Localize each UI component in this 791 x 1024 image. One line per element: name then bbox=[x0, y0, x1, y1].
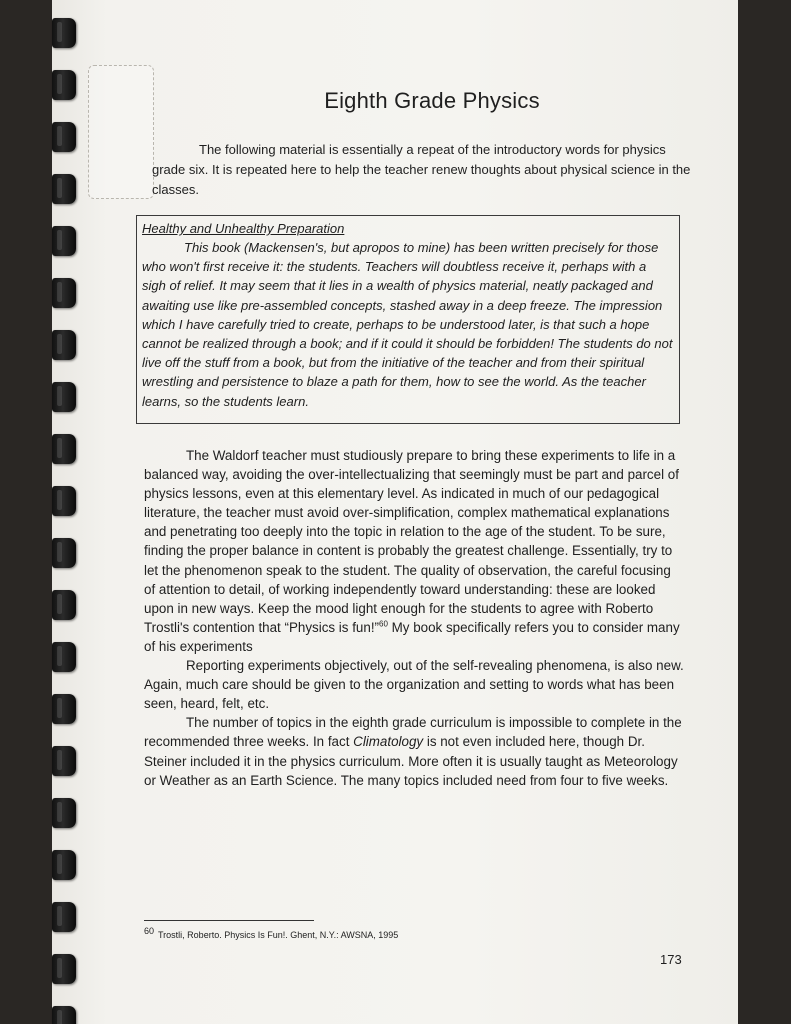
paragraph-1-text: The Waldorf teacher must studiously prepare to bring these experiments to life in a balanced way, avoiding the over-intellectualizing that seemingly must be part and parcel of physics lessons, even at this elementary level. As indicated in much of our pedagogical literature, the teacher must avoid over-simplification, complex mathematical explanations and penetrating too deeply into the topic in relation to the age of the student. To be sure, finding the proper balance in content is probably the greatest challenge. Essentially, try to let the phenomenon speak to the student. The quality of observation, the careful focusing of attention to detail, of working independently toward understanding: these are looked upon in new ways. Keep the mood light enough for the students to agree with Roberto Trostli's contention that “Physics is fun!” bbox=[144, 448, 679, 635]
page-number: 173 bbox=[660, 952, 682, 967]
binding-coil bbox=[52, 382, 76, 412]
binding-coil bbox=[52, 122, 76, 152]
binding-coil bbox=[52, 746, 76, 776]
paragraph-3-text: The number of topics in the eighth grade curriculum is impossible to complete in the recommended three weeks. In fact bbox=[144, 715, 682, 750]
paragraph-3-italic: Climatology bbox=[353, 734, 424, 750]
binding-coil bbox=[52, 18, 76, 48]
quote-box bbox=[136, 215, 680, 424]
paragraph-1-tail: My book specifically refers you to consider many of his experiments bbox=[144, 619, 680, 654]
footnote-number: 60 bbox=[144, 926, 155, 936]
binding-coil bbox=[52, 434, 76, 464]
page-title: Eighth Grade Physics bbox=[324, 88, 540, 113]
spiral-binding bbox=[0, 0, 80, 1024]
binding-coil bbox=[52, 850, 76, 880]
binding-coil bbox=[52, 278, 76, 308]
main-text bbox=[144, 446, 684, 790]
footnote bbox=[144, 926, 399, 940]
paragraph-2-text: Reporting experiments objectively, out of the self-revealing phenomena, is also new. Again, much care should be given to the organization and setting to words what has been seen, heard, felt, etc. bbox=[144, 658, 684, 712]
box-text: This book (Mackensen's, but apropos to mine) has been written precisely for those who won't first receive it: the students. Teachers will doubtless receive it, perhaps with a sigh of relief. It may seem that it lies in a wealth of physics material, neatly packaged and awaiting use like pre-assembled concepts, stashed away in a deep freeze. The impression which I have carefully tried to create, perhaps to be understood later, is that such a hope cannot be realized through a book; and if it could it should be forbidden! The students do not live off the stuff from a book, but from the initiative of the teacher and from their spiritual wrestling and persistence to blaze a path for them, how to see the world. As the teacher learns, so the students learn. bbox=[142, 240, 673, 409]
paragraph-2 bbox=[144, 656, 684, 713]
binding-coil bbox=[52, 1006, 76, 1024]
binding-coil bbox=[52, 902, 76, 932]
intro-text: The following material is essentially a repeat of the introductory words for physics grade six. It is repeated here to help the teacher renew thoughts about physical science in the classes. bbox=[152, 142, 691, 197]
tape-mark bbox=[88, 65, 154, 199]
binding-coil bbox=[52, 330, 76, 360]
document-page bbox=[52, 0, 738, 1024]
binding-coil bbox=[52, 694, 76, 724]
binding-coil bbox=[52, 174, 76, 204]
paragraph-3 bbox=[144, 713, 684, 789]
binding-coil bbox=[52, 538, 76, 568]
binding-coil bbox=[52, 226, 76, 256]
intro-paragraph bbox=[152, 140, 692, 200]
binding-coil bbox=[52, 798, 76, 828]
bleed-through-text bbox=[252, 805, 257, 826]
binding-coil bbox=[52, 590, 76, 620]
paragraph-3-tail: is not even included here, though Dr. Steiner included it in the physics curriculum. More often it is usually taught as Meteorology or Weather as an Earth Science. The many topics included need from four to five weeks. bbox=[144, 734, 678, 788]
footnote-ref: 60 bbox=[379, 619, 388, 629]
box-heading: Healthy and Unhealthy Preparation bbox=[142, 221, 345, 236]
binding-coil bbox=[52, 954, 76, 984]
box-text-block bbox=[142, 238, 673, 411]
footnote-divider bbox=[144, 920, 314, 921]
binding-coil bbox=[52, 642, 76, 672]
paragraph-1 bbox=[144, 446, 684, 656]
binding-coil bbox=[52, 486, 76, 516]
binding-coil bbox=[52, 70, 76, 100]
footnote-text: Trostli, Roberto. Physics Is Fun!. Ghent, N.Y.: AWSNA, 1995 bbox=[158, 930, 399, 940]
